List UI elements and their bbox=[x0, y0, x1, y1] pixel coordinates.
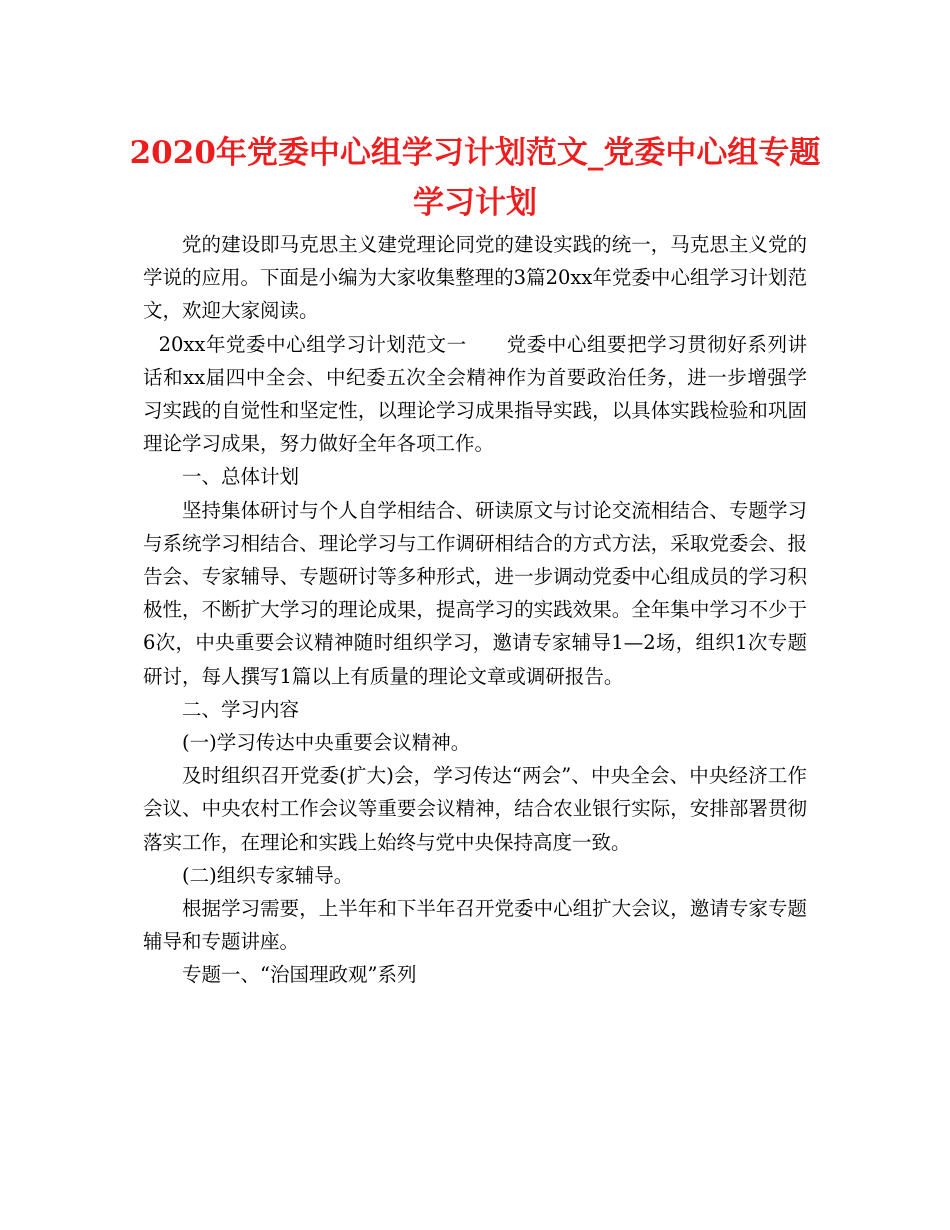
paragraph-intro: 党的建设即马克思主义建党理论同党的建设实践的统一，马克思主义党的学说的应用。下面是小编为大家收集整理的3篇20xx年党委中心组学习计划范文，欢迎大家阅读。 bbox=[143, 233, 807, 323]
paragraph-central-meetings: 及时组织召开党委(扩大)会，学习传达“两会”、中央全会、中央经济工作会议、中央农村工作会议等重要会议精神，结合农业银行实际，安排部署贯彻落实工作，在理论和实践上始终与党中央保持高度一致。 bbox=[143, 764, 807, 854]
topic-one: 专题一、“治国理政观”系列 bbox=[182, 963, 417, 987]
document-body bbox=[143, 228, 807, 992]
document-title: 2020年党委中心组学习计划范文_党委中心组专题学习计划 bbox=[129, 135, 821, 221]
paragraph-plan-one: 20xx年党委中心组学习计划范文一 党委中心组要把学习贯彻好系列讲话和xx届四中全会、中纪委五次全会精神作为首要政治任务，进一步增强学习实践的自觉性和坚定性，以理论学习成果指导实践，以具体实践检验和巩固理论学习成果，努力做好全年各项工作。 bbox=[143, 332, 807, 456]
heading-study-content: 二、学习内容 bbox=[182, 697, 300, 721]
heading-overall-plan: 一、总体计划 bbox=[182, 465, 300, 489]
subheading-expert-guidance: (二)组织专家辅导。 bbox=[182, 863, 354, 887]
subheading-central-meetings: (一)学习传达中央重要会议精神。 bbox=[182, 731, 471, 755]
paragraph-overall-plan: 坚持集体研讨与个人自学相结合、研读原文与讨论交流相结合、专题学习与系统学习相结合、理论学习与工作调研相结合的方式方法，采取党委会、报告会、专家辅导、专题研讨等多种形式，进一步调动党委中心组成员的学习积极性，不断扩大学习的理论成果，提高学习的实践效果。全年集中学习不少于6次，中央重要会议精神随时组织学习，邀请专家辅导1—2场，组织1次专题研讨，每人撰写1篇以上有质量的理论文章或调研报告。 bbox=[143, 498, 807, 688]
paragraph-expert-guidance: 根据学习需要，上半年和下半年召开党委中心组扩大会议，邀请专家专题辅导和专题讲座。 bbox=[143, 897, 807, 954]
